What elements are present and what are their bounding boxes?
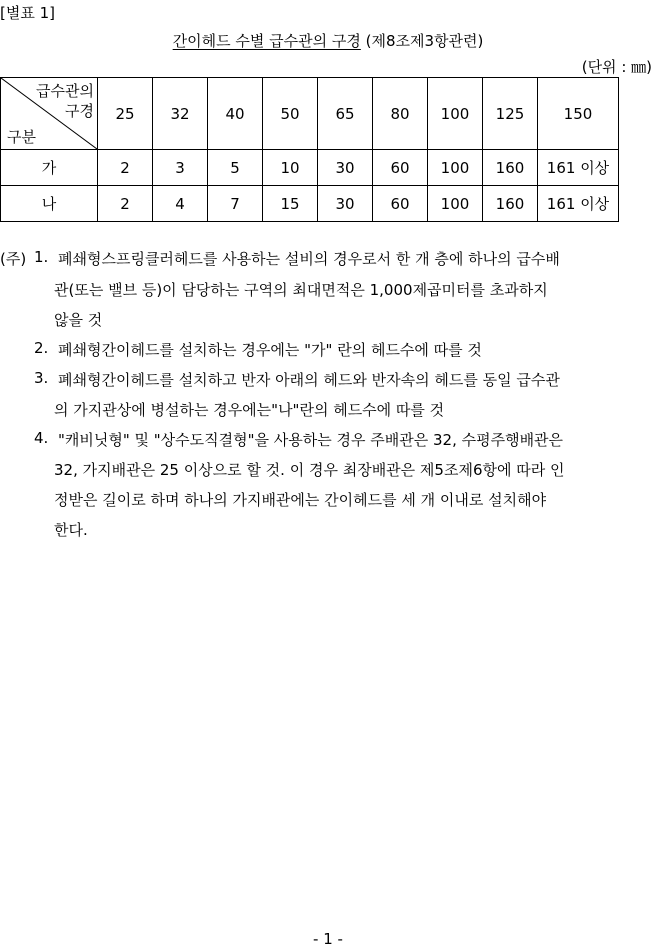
table-cell: 5 bbox=[208, 150, 263, 186]
column-header: 40 bbox=[208, 78, 263, 150]
title-reference: (제8조제3항관련) bbox=[365, 32, 484, 50]
corner-label-top2: 구경 bbox=[65, 102, 94, 120]
column-header: 80 bbox=[373, 78, 428, 150]
column-header: 125 bbox=[483, 78, 538, 150]
pipe-diameter-table bbox=[0, 77, 619, 222]
row-label: 가 bbox=[1, 150, 98, 186]
appendix-tag: [별표 1] bbox=[0, 4, 55, 22]
table-cell: 30 bbox=[318, 186, 373, 222]
table-row bbox=[1, 150, 619, 186]
column-header: 150 bbox=[538, 78, 619, 150]
note-number: 3. bbox=[34, 369, 49, 387]
column-header: 50 bbox=[263, 78, 318, 150]
table-cell: 3 bbox=[153, 150, 208, 186]
table-cell: 10 bbox=[263, 150, 318, 186]
table-cell: 4 bbox=[153, 186, 208, 222]
note-text-line: "캐비닛형" 및 "상수도직결형"을 사용하는 경우 주배관은 32, 수평주행배관은 bbox=[58, 431, 564, 449]
note-number: 1. bbox=[34, 248, 49, 266]
table-cell: 160 bbox=[483, 150, 538, 186]
note-text-line: 관(또는 밸브 등)이 담당하는 구역의 최대면적은 1,000제곱미터를 초과하지 bbox=[54, 281, 548, 299]
table-cell: 15 bbox=[263, 186, 318, 222]
unit-label: (단위 : ㎜) bbox=[581, 58, 652, 76]
title-main: 간이헤드 수별 급수관의 구경 bbox=[172, 32, 361, 50]
table-cell: 161 이상 bbox=[538, 150, 619, 186]
note-text-line: 폐쇄형간이헤드를 설치하는 경우에는 "가" 란의 헤드수에 따를 것 bbox=[58, 341, 482, 359]
note-text-line: 않을 것 bbox=[54, 311, 103, 329]
note-text-line: 정받은 길이로 하며 하나의 가지배관에는 간이헤드를 세 개 이내로 설치해야 bbox=[54, 491, 547, 509]
note-text-line: 한다. bbox=[54, 521, 88, 539]
corner-header-cell bbox=[1, 78, 98, 150]
column-header: 65 bbox=[318, 78, 373, 150]
table-cell: 161 이상 bbox=[538, 186, 619, 222]
table-cell: 60 bbox=[373, 150, 428, 186]
table-cell: 2 bbox=[98, 150, 153, 186]
table-cell: 160 bbox=[483, 186, 538, 222]
note-text-line: 32, 가지배관은 25 이상으로 할 것. 이 경우 최장배관은 제5조제6항에 따라 인 bbox=[54, 461, 565, 479]
table-cell: 30 bbox=[318, 150, 373, 186]
table-cell: 60 bbox=[373, 186, 428, 222]
table-cell: 7 bbox=[208, 186, 263, 222]
notes-prefix: (주) bbox=[0, 250, 27, 268]
document-title bbox=[0, 30, 656, 51]
table-row bbox=[1, 186, 619, 222]
column-header: 32 bbox=[153, 78, 208, 150]
note-text-line: 폐쇄형스프링클러헤드를 사용하는 설비의 경우로서 한 개 층에 하나의 급수배 bbox=[58, 250, 560, 268]
corner-label-top1: 급수관의 bbox=[36, 82, 94, 100]
note-number: 4. bbox=[34, 429, 49, 447]
corner-label-bottom: 구분 bbox=[7, 128, 36, 146]
table-cell: 100 bbox=[428, 150, 483, 186]
column-header: 100 bbox=[428, 78, 483, 150]
note-number: 2. bbox=[34, 339, 49, 357]
note-text-line: 폐쇄형간이헤드를 설치하고 반자 아래의 헤드와 반자속의 헤드를 동일 급수관 bbox=[58, 371, 560, 389]
table-cell: 100 bbox=[428, 186, 483, 222]
column-header: 25 bbox=[98, 78, 153, 150]
row-label: 나 bbox=[1, 186, 98, 222]
page-number: - 1 - bbox=[313, 930, 343, 948]
table-cell: 2 bbox=[98, 186, 153, 222]
table-header-row bbox=[1, 78, 619, 150]
note-text-line: 의 가지관상에 병설하는 경우에는"나"란의 헤드수에 따를 것 bbox=[54, 401, 445, 419]
